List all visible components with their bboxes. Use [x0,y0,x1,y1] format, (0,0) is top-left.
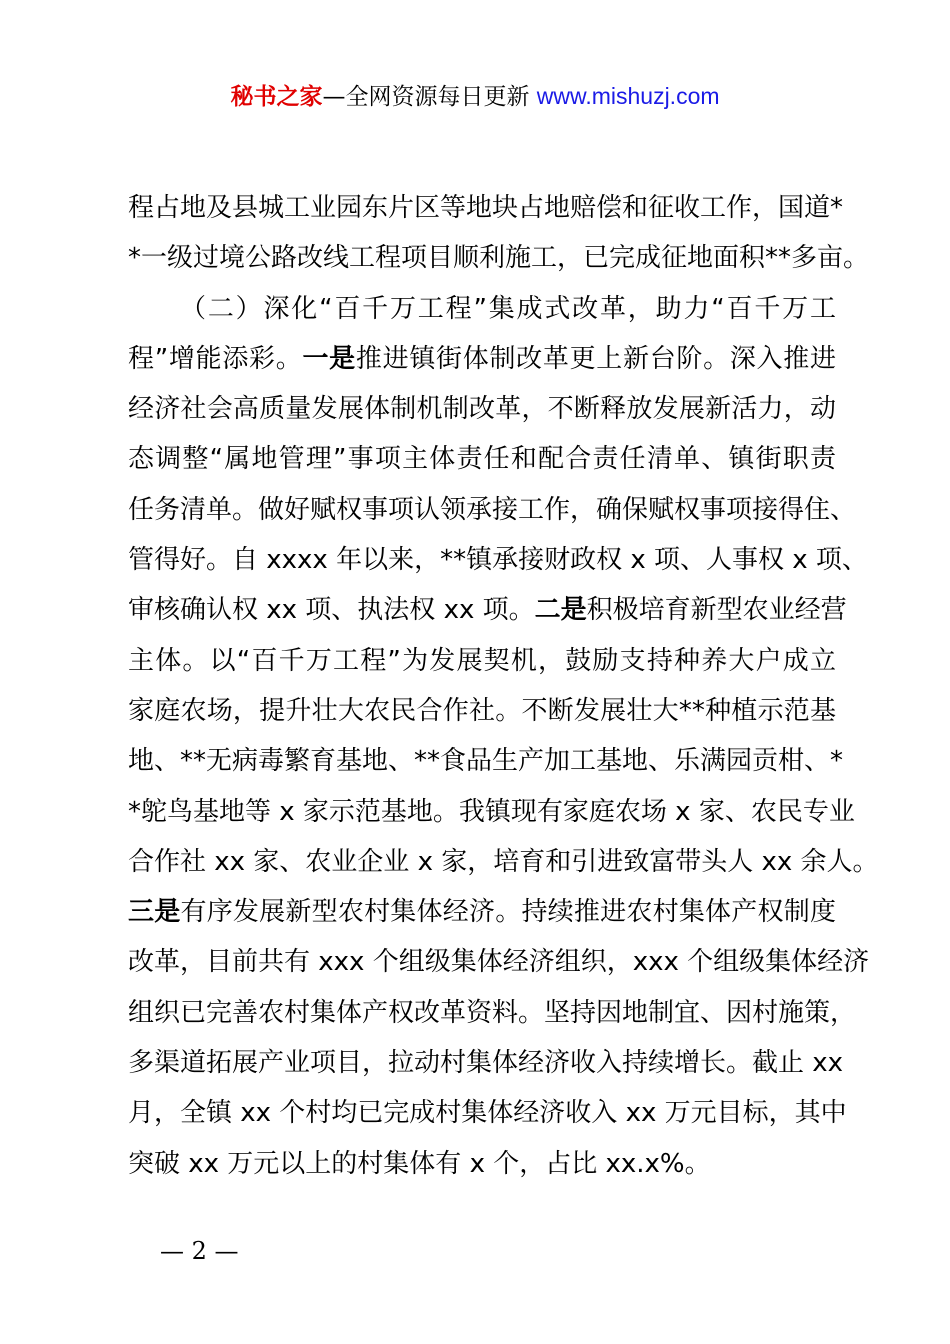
text-line: 管得好。自 xxxx 年以来，**镇承接财政权 x 项、人事权 x 项、 [128,545,868,576]
site-header [0,80,950,113]
text-line: 审核确认权 xx 项、执法权 xx 项。二是积极培育新型农业经营 [128,595,847,626]
text-line: 三是有序发展新型农村集体经济。持续推进农村集体产权制度 [128,897,836,928]
text-line: 经济社会高质量发展体制机制改革，不断释放发展新活力，动 [128,394,836,425]
point-three-label: 三是 [128,897,181,928]
text-line: *鸵鸟基地等 x 家示范基地。我镇现有家庭农场 x 家、农民专业 [128,796,855,827]
text-line: 程”增能添彩。一是推进镇街体制改革更上新台阶。深入推进 [128,343,836,374]
section-heading-line: （二）深化“百千万工程”集成式改革，助力“百千万工 [180,293,836,324]
point-one-label: 一是 [302,343,356,374]
text-line: 多渠道拓展产业项目，拉动村集体经济收入持续增长。截止 xx [128,1048,844,1079]
text-line: 主体。以“百千万工程”为发展契机，鼓励支持种养大户成立 [128,645,836,676]
point-two-label: 二是 [534,595,587,626]
text-line: 合作社 xx 家、农业企业 x 家，培育和引进致富带头人 xx 余人。 [128,846,879,877]
page-number: — 2 — [160,1237,239,1265]
text-line: 月，全镇 xx 个村均已完成村集体经济收入 xx 万元目标，其中 [128,1098,847,1129]
site-url-link[interactable]: www.mishuzj.com [536,83,720,109]
text-line: 地、**无病毒繁育基地、**食品生产加工基地、乐满园贡柑、* [128,746,844,777]
text-line: 态调整“属地管理”事项主体责任和配合责任清单、镇街职责 [128,444,836,475]
header-tagline: —全网资源每日更新 [322,84,537,110]
brand-name: 秘书之家 [230,84,323,110]
text-line: 改革，目前共有 xxx 个组级集体经济组织，xxx 个组级集体经济 [128,947,870,978]
text-line: 突破 xx 万元以上的村集体有 x 个，占比 xx.x%。 [128,1148,711,1179]
text-line: *一级过境公路改线工程项目顺利施工，已完成征地面积**多亩。 [128,243,870,274]
text-line: 组织已完善农村集体产权改革资料。坚持因地制宜、因村施策， [128,997,857,1028]
text-line: 家庭农场，提升壮大农民合作社。不断发展壮大**种植示范基 [128,695,836,726]
text-line: 程占地及县城工业园东片区等地块占地赔偿和征收工作，国道* [128,193,844,223]
document-body [128,183,879,1189]
text-line: 任务清单。做好赋权事项认领承接工作，确保赋权事项接得住、 [128,494,857,525]
